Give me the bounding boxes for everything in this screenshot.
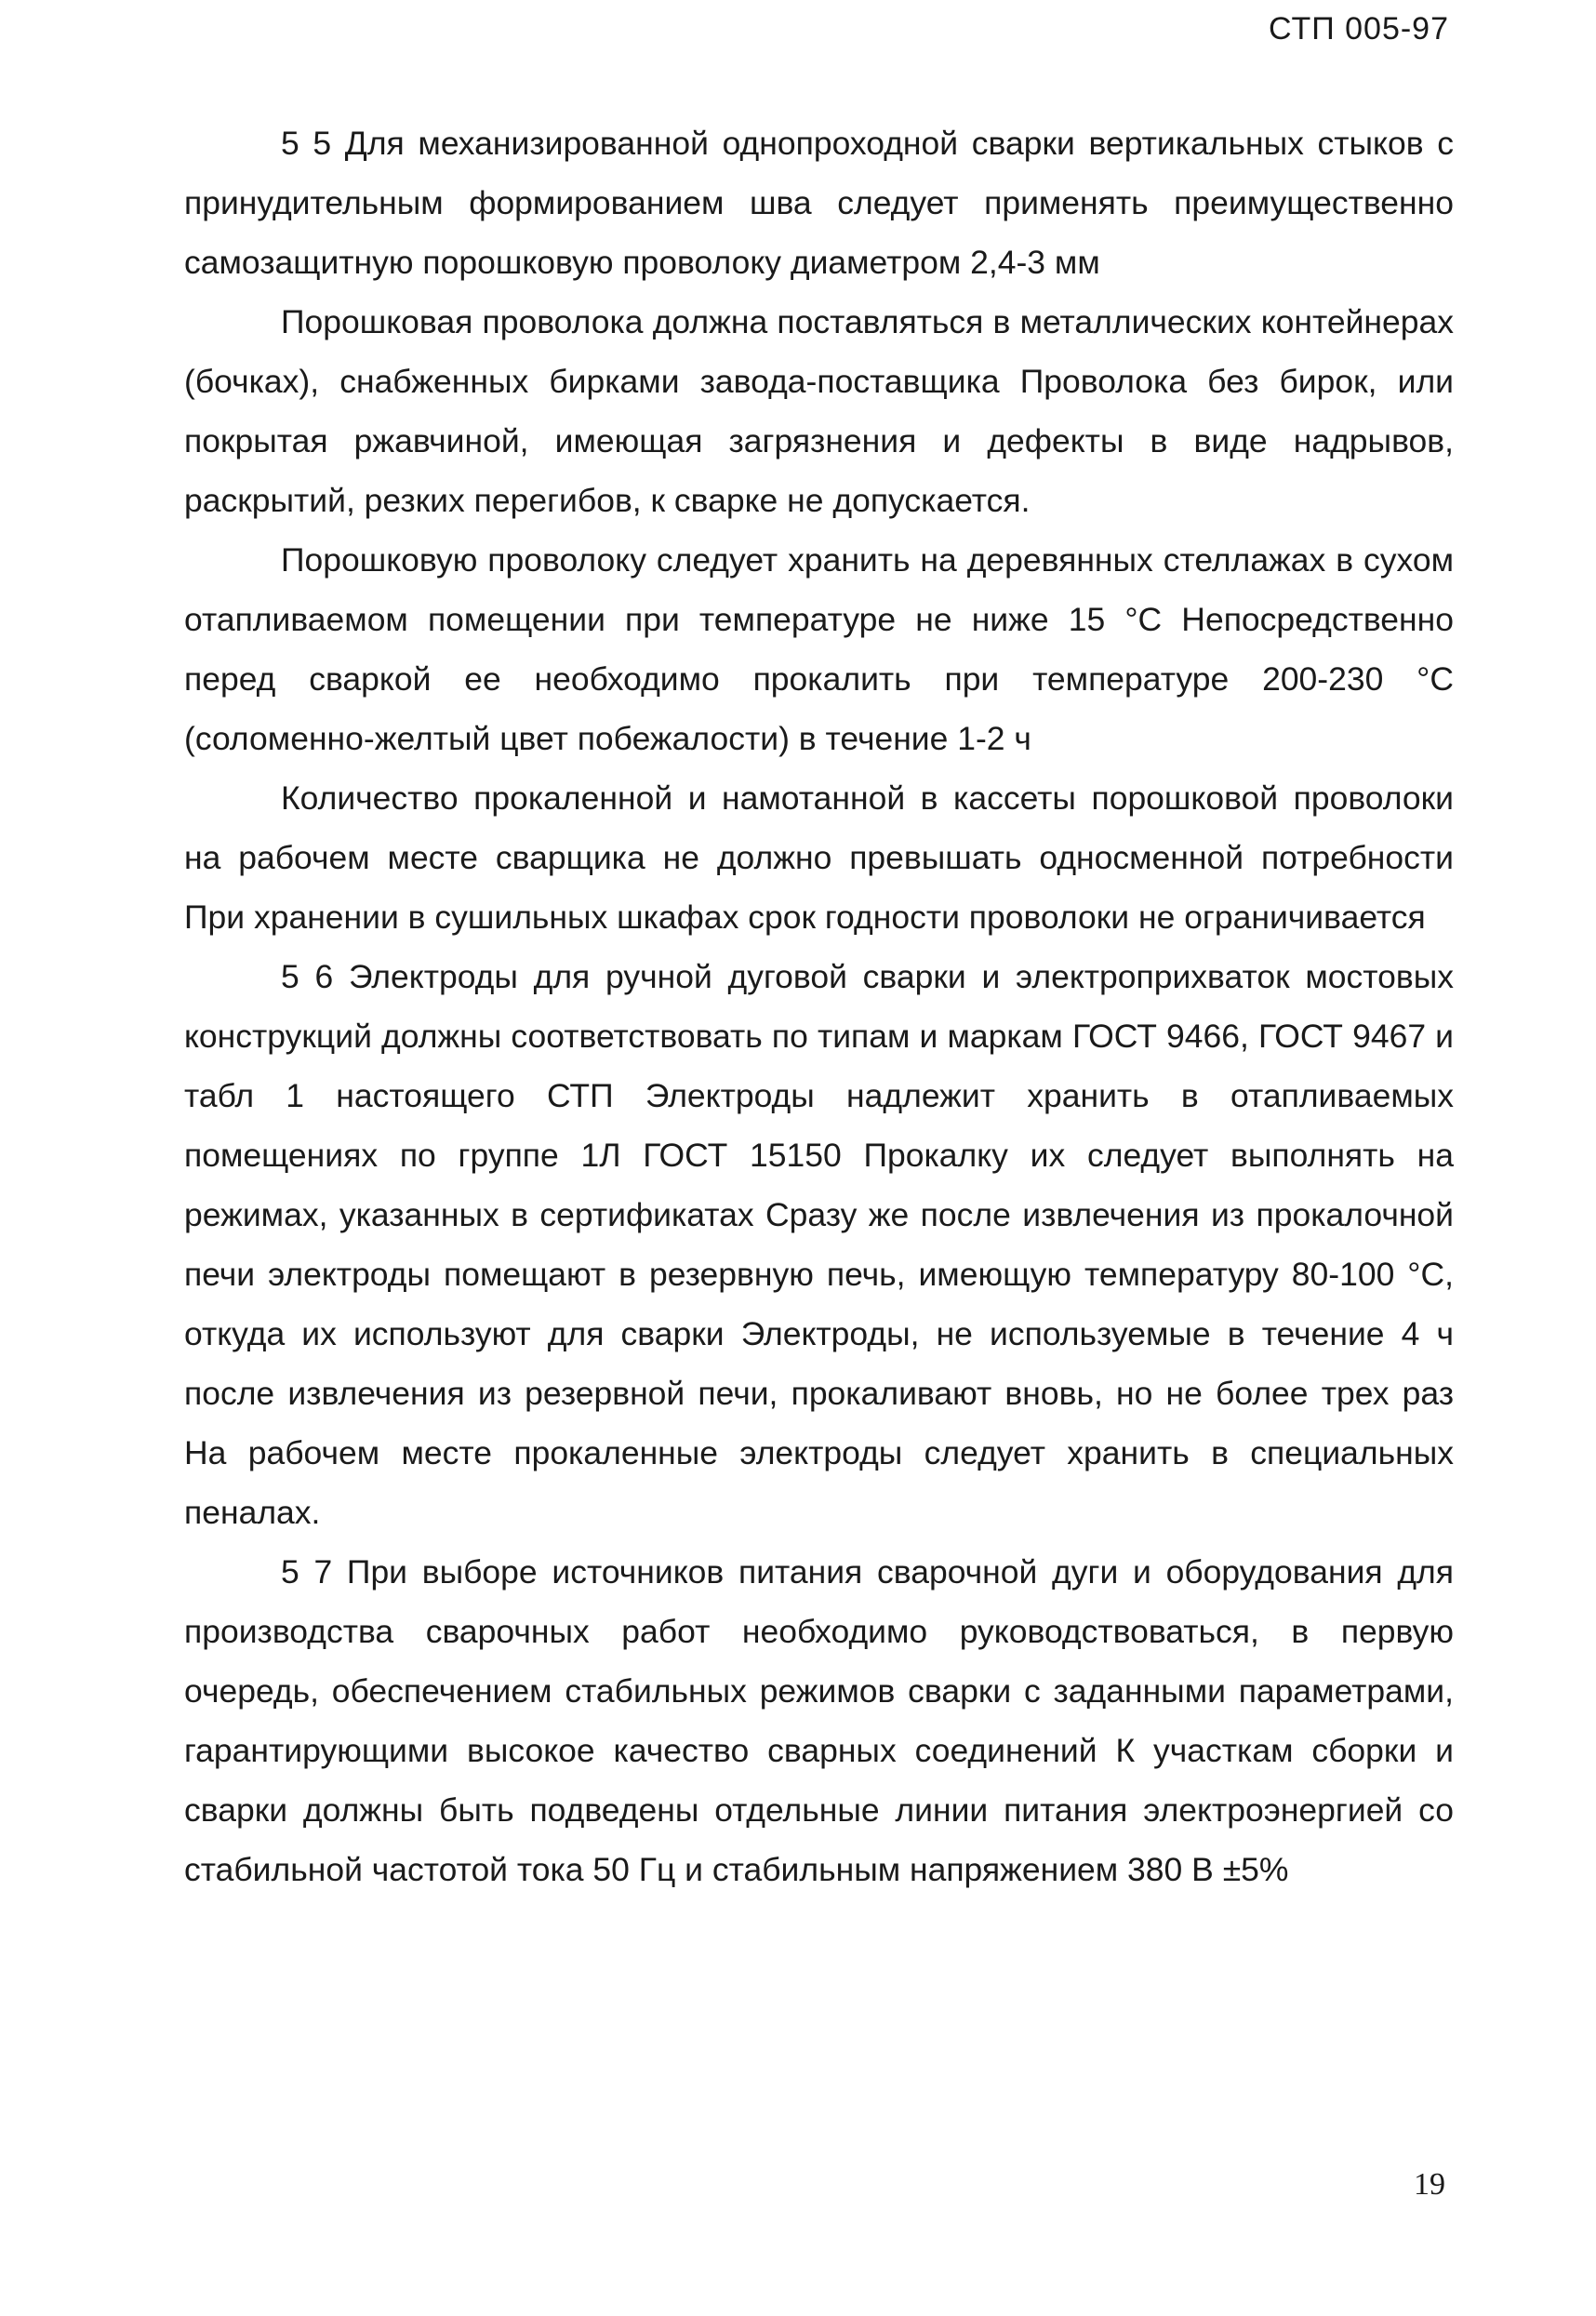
paragraph-5-7: 5 7 При выборе источников питания сварочной дуги и оборудования для производства сварочных работ необходимо руководствоваться, в первую очередь, обеспечением стабильных режимов сварки с заданными параметрами, гарантирующими высокое качество сварных соединений К участкам сборки и сварки должны быть подведены отдельные линии питания электроэнергией со стабильной частотой тока 50 Гц и стабильным напряжением 380 В ±5% bbox=[184, 1553, 1454, 1888]
page-number: 19 bbox=[1414, 2167, 1445, 2202]
paragraph-flux-wire-storage: Порошковую проволоку следует хранить на деревянных стеллажах в сухом отапливаемом помещении при температуре не ниже 15 °С Непосредственно перед сваркой ее необходимо прокалить при температуре 200-230 °С (соломенно-желтый цвет побежалости) в течение 1-2 ч bbox=[184, 541, 1454, 757]
document-code: СТП 005-97 bbox=[1269, 11, 1449, 47]
paragraph-5-5: 5 5 Для механизированной однопроходной сварки вертикальных стыков с принудительным формированием шва следует применять преимущественно самозащитную порошковую проволоку диаметром 2,4-3 мм bbox=[184, 125, 1454, 281]
paragraph-flux-wire-quantity: Количество прокаленной и намотанной в кассеты порошковой проволоки на рабочем месте сварщика не должно превышать односменной потребности При хранении в сушильных шкафах срок годности проволоки не ограничивается bbox=[184, 779, 1454, 936]
document-body bbox=[184, 113, 1454, 1899]
paragraph-flux-wire-delivery: Порошковая проволока должна поставляться в металлических контейнерах (бочках), снабженных бирками завода-поставщика Проволока без бирок, или покрытая ржавчиной, имеющая загрязнения и дефекты в виде надрывов, раскрытий, резких перегибов, к сварке не допускается. bbox=[184, 303, 1454, 519]
paragraph-5-6: 5 6 Электроды для ручной дуговой сварки и электроприхваток мостовых конструкций должны соответствовать по типам и маркам ГОСТ 9466, ГОСТ 9467 и табл 1 настоящего СТП Электроды надлежит хранить в отапливаемых помещениях по группе 1Л ГОСТ 15150 Прокалку их следует выполнять на режимах, указанных в сертификатах Сразу же после извлечения из прокалочной печи электроды помещают в резервную печь, имеющую температуру 80-100 °С, откуда их используют для сварки Электроды, не используемые в течение 4 ч после извлечения из резервной печи, прокаливают вновь, но не более трех раз На рабочем месте прокаленные электроды следует хранить в специальных пеналах. bbox=[184, 958, 1454, 1531]
